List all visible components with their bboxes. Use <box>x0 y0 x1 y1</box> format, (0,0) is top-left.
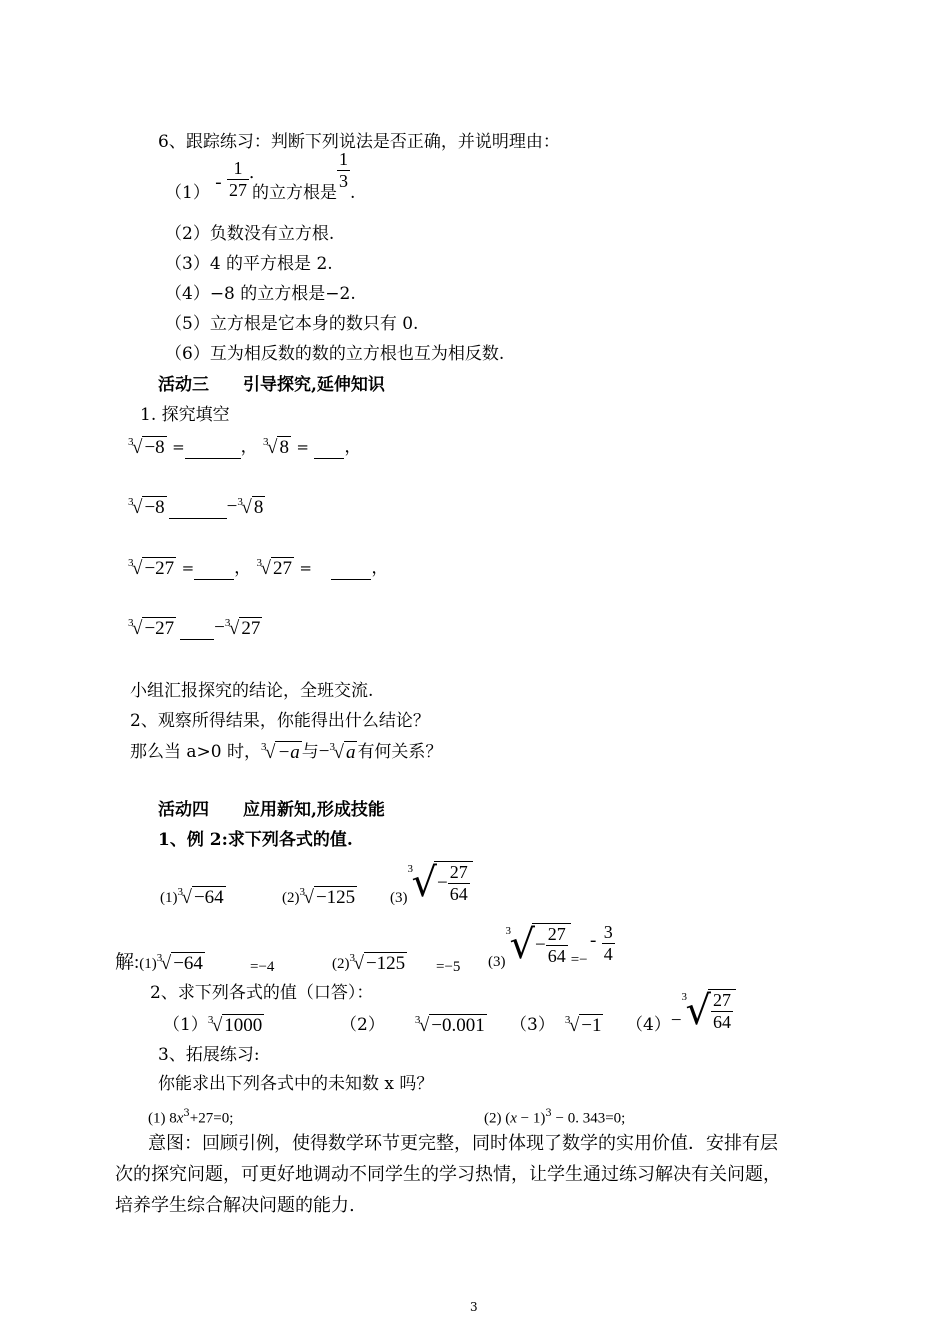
cbrt-neg8: 3 √ −8 <box>128 496 165 518</box>
intent-line-3: 培养学生综合解决问题的能力. <box>115 1195 355 1216</box>
intent-line-2: 次的探究问题，可更好地调动不同学生的学习热情，让学生通过练习解决有关问题， <box>115 1164 781 1185</box>
exercise-item-2: （2）负数没有立方根. <box>165 224 335 244</box>
cbrt-8: 3 √ 8 <box>237 496 264 518</box>
cbrt-neg-a: 3 √ −a <box>261 741 300 763</box>
exercise-title: 6、跟踪练习：判断下列说法是否正确，并说明理由： <box>158 132 560 152</box>
group-report: 小组汇报探究的结论，全班交流. <box>130 681 374 701</box>
solution-3-answer: - $\frac{3}{4}$ <box>590 922 613 964</box>
oral-q2: （2） 3 √ −0.001 <box>340 1014 485 1036</box>
oral-q4: （4）− 3 √ $\frac{27}{64}$ <box>626 988 736 1040</box>
cbrt-8: 3 √ 8 <box>263 436 289 458</box>
page-number: 3 <box>470 1300 478 1314</box>
cbrt-neg27: 3 √ −27 <box>128 617 175 639</box>
cbrt-27: 3 √ 27 <box>256 557 292 579</box>
answer-blank[interactable] <box>185 442 241 459</box>
exercise-item-5: （5）立方根是它本身的数只有 0. <box>165 314 419 334</box>
oral-question-title: 2、求下列各式的值（口答）： <box>150 983 374 1003</box>
fill-row-3: 3 √ −27 = ， 3 √ 27 = ， <box>128 557 389 579</box>
solution-1-result: =−4 <box>250 959 275 975</box>
item-1-text: 的立方根是 <box>251 183 337 203</box>
exercise-item-6: （6）互为相反数的数的立方根也互为相反数. <box>165 344 505 364</box>
cbrt-27: 3 √ 27 <box>224 617 261 639</box>
extension-question: 你能求出下列各式中的未知数 x 吗？ <box>158 1074 434 1094</box>
minus-sign: - <box>215 172 222 193</box>
fraction-1-3: $\frac{1}{3}$ <box>338 149 348 191</box>
exercise-item-1: （1） - $\frac{1}{27}$ ．的立方根是 $\frac{1}{3}$ . <box>165 149 356 203</box>
answer-blank[interactable] <box>331 563 371 580</box>
item-1-label: （1） <box>165 183 210 203</box>
activity-4-title: 活动四 应用新知,形成技能 <box>158 800 385 820</box>
equation-1: (1) $8x^3+27=0$; <box>148 1108 234 1127</box>
intent-line-1: 意图：回顾引例，使得数学环节更完整，同时体现了数学的实用价值．安排有层 <box>148 1133 778 1154</box>
answer-blank[interactable] <box>194 563 234 580</box>
fill-row-4: 3 √ −27 − 3 √ 27 <box>128 617 261 639</box>
fill-row-2: 3 √ −8 − 3 √ 8 <box>128 496 264 518</box>
activity-3-title: 活动三 引导探究,延伸知识 <box>158 375 385 395</box>
solution-p1: 解:(1) 3 √ −64 <box>115 952 203 974</box>
answer-blank[interactable] <box>314 442 344 459</box>
exercise-item-3: （3）4 的平方根是 2. <box>165 254 333 274</box>
cbrt-neg27: 3 √ −27 <box>128 557 175 579</box>
example-p3: (3) 3 √− $\frac{27}{64}$ <box>390 860 473 912</box>
oral-q1: （1） 3 √ 1000 <box>163 1014 263 1036</box>
exercise-item-4: （4）−8 的立方根是−2. <box>165 284 356 304</box>
fill-row-1: 3 √ −8 = ， 3 √ 8 = ， <box>128 436 362 458</box>
cbrt-neg8: 3 √ −8 <box>128 436 165 458</box>
example-p2: (2) 3 √ −125 <box>282 886 356 908</box>
solution-2-result: =−5 <box>436 959 461 975</box>
solution-p2: (2) 3 √ −125 <box>332 952 406 974</box>
oral-q3: （3） 3 √ −1 <box>510 1014 602 1036</box>
extension-title: 3、拓展练习: <box>158 1045 260 1065</box>
compare-blank[interactable] <box>169 502 227 519</box>
equation-2: (2) $(x - 1)^3 - 0$. 343=0; <box>484 1108 626 1127</box>
fraction-1-27: $\frac{1}{27}$ <box>228 158 247 200</box>
relation-question: 那么当 a>0 时， 3 √ −a 与− 3 √ a 有何关系？ <box>130 741 443 763</box>
solution-p3: (3) 3 √− $\frac{27}{64}$ =− <box>488 922 588 970</box>
example-p1: (1) 3 √ −64 <box>160 886 224 908</box>
compare-blank[interactable] <box>180 623 214 640</box>
cbrt-a: 3 √ a <box>329 741 356 763</box>
observe-question: 2、观察所得结果，你能得出什么结论？ <box>130 711 430 731</box>
explore-fill-title: 1. 探究填空 <box>140 405 230 425</box>
example-2-title: 1、例 2:求下列各式的值. <box>158 830 353 850</box>
